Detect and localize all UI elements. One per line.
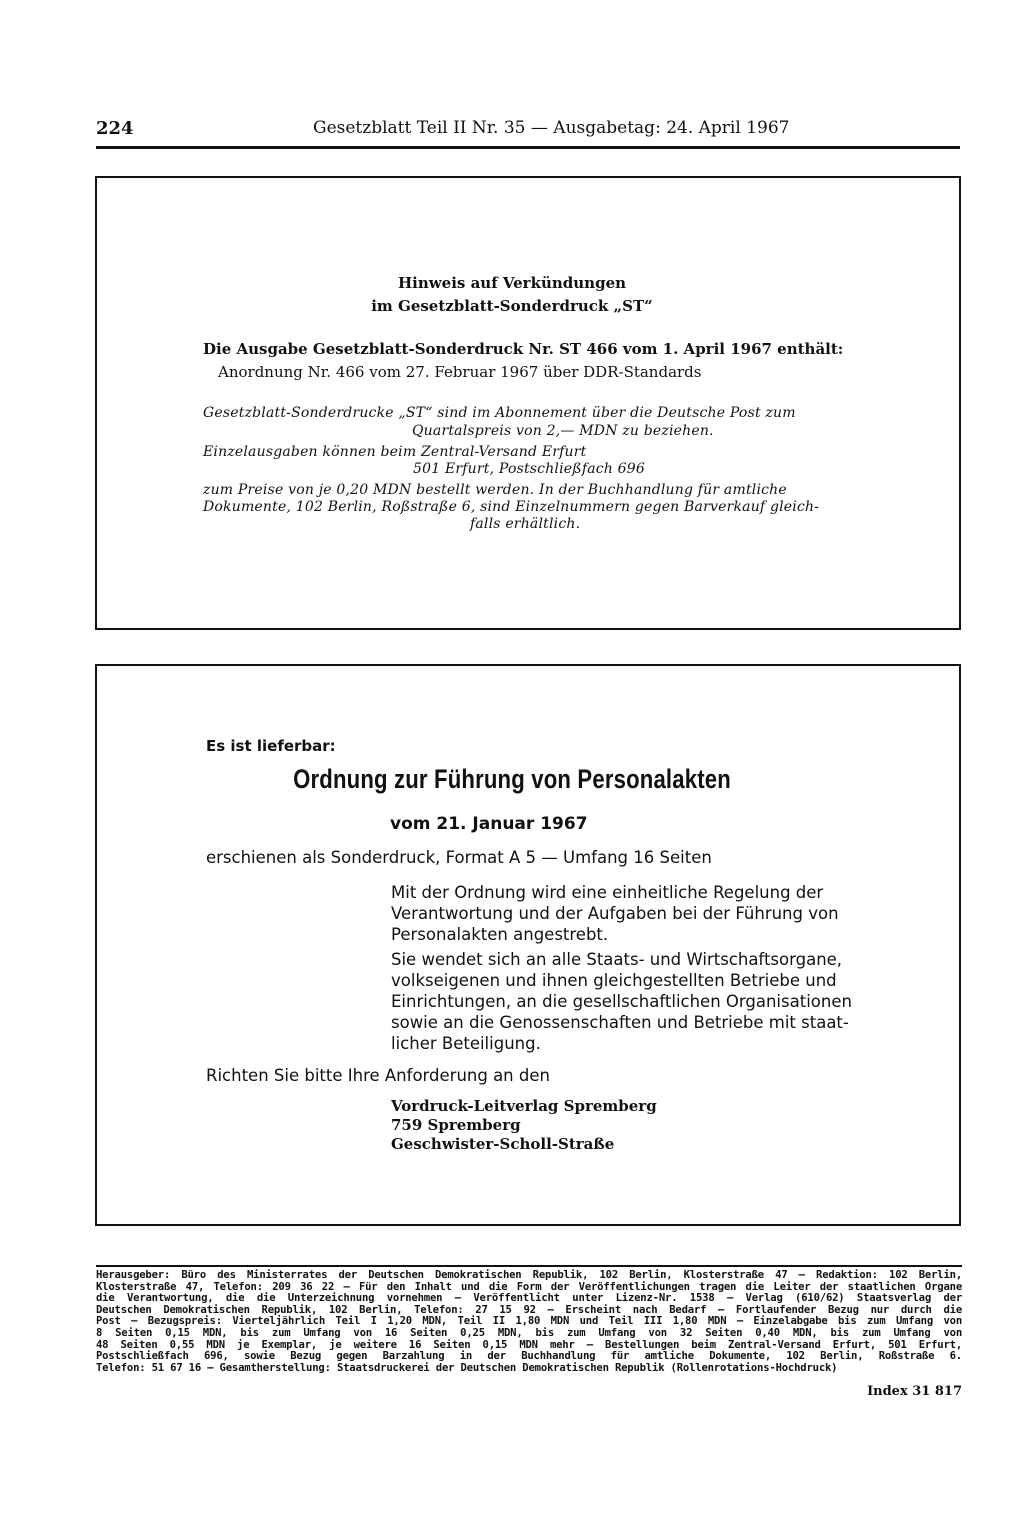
notice-subscription-line1: Gesetzblatt-Sonderdrucke „ST“ sind im Abonnement über die Deutsche Post zum (203, 405, 796, 421)
notice-subscription-line2: Quartalspreis von 2,— MDN zu beziehen. (412, 423, 714, 439)
notice-price-line3: falls erhältlich. (470, 516, 581, 532)
description-line: Verantwortung und der Aufgaben bei der Führung von (391, 904, 839, 923)
imprint-line: Herausgeber: Büro des Ministerrates der Deutschen Demokratischen Republik, 102 Berlin, Klosterstraße 47 — Redaktion: 102 Berlin, (96, 1269, 962, 1281)
advert-audience (391, 949, 853, 1054)
description-line: Personalakten angestrebt. (391, 925, 609, 944)
audience-line: sowie an die Genossenschaften und Betriebe mit staat- (391, 1013, 849, 1032)
imprint (96, 1270, 962, 1374)
notice-price-line2: Dokumente, 102 Berlin, Roßstraße 6, sind Einzelnummern gegen Barverkauf gleich- (203, 499, 820, 515)
imprint-line: Deutschen Demokratischen Republik, 102 Berlin, Telefon: 27 15 92 — Erscheint nach Bedarf — Fortlaufender Bezug nur durch die (96, 1303, 962, 1316)
advert-date-line: vom 21. Januar 1967 (390, 814, 588, 834)
footer-rule (96, 1265, 962, 1267)
notice-heading-line2: im Gesetzblatt-Sonderdruck „ST“ (371, 297, 653, 315)
notice-single-line1: Einzelausgaben können beim Zentral-Versand Erfurt (203, 444, 587, 460)
imprint-line: die Verantwortung, die die Unterzeichnung vornehmen — Veröffentlicht unter Lizenz-Nr. 1538 — Verlag (610/62) Staatsverlag der (96, 1292, 962, 1305)
description-line: Mit der Ordnung wird eine einheitliche Regelung der (391, 883, 824, 902)
imprint-line: 8 Seiten 0,15 MDN, bis zum Umfang von 16 Seiten 0,25 MDN, bis zum Umfang von 32 Seiten 0,40 MDN, bis zum Umfang von (96, 1326, 962, 1339)
advert-format-line: erschienen als Sonderdruck, Format A 5 — Umfang 16 Seiten (206, 848, 712, 867)
advert-title: Ordnung zur Führung von Personalakten (293, 764, 731, 794)
imprint-line: Postschließfach 696, sowie Bezug gegen Barzahlung in der Buchhandlung für amtliche Dokumente, 102 Berlin, Roßstraße 6. (96, 1350, 962, 1363)
publisher-name: Vordruck-Leitverlag Spremberg (391, 1097, 657, 1115)
audience-line: volkseigenen und ihnen gleichgestellten Betriebe und (391, 971, 837, 990)
notice-price-line1: zum Preise von je 0,20 MDN bestellt werden. In der Buchhandlung für amtliche (203, 482, 787, 498)
advert-available-label: Es ist lieferbar: (206, 737, 336, 755)
advert-order-line: Richten Sie bitte Ihre Anforderung an den (206, 1066, 550, 1085)
page-number: 224 (96, 118, 134, 139)
notice-heading-line1: Hinweis auf Verkündungen (397, 274, 627, 292)
notice-single-line2: 501 Erfurt, Postschließfach 696 (413, 461, 645, 477)
notice-box (95, 176, 961, 630)
imprint-line: Klosterstraße 47, Telefon: 209 36 22 — Für den Inhalt und die Form der Veröffentlichungen tragen die Leiter der staatlichen Organe (96, 1280, 962, 1293)
running-title: Gesetzblatt Teil II Nr. 35 — Ausgabetag: 24. April 1967 (313, 118, 790, 138)
publisher-city: 759 Spremberg (391, 1116, 521, 1134)
audience-line: licher Beteiligung. (391, 1034, 541, 1053)
imprint-line: 48 Seiten 0,55 MDN je Exemplar, je weitere 16 Seiten 0,15 MDN mehr — Bestellungen beim Zentral-Versand Erfurt, 501 Erfurt, (96, 1338, 962, 1351)
audience-line: Sie wendet sich an alle Staats- und Wirtschaftsorgane, (391, 950, 843, 969)
index-number: Index 31 817 (867, 1384, 962, 1399)
advert-description (391, 882, 853, 945)
notice-issue-line: Die Ausgabe Gesetzblatt-Sonderdruck Nr. ST 466 vom 1. April 1967 enthält: (203, 340, 844, 358)
imprint-line: Post — Bezugspreis: Vierteljährlich Teil I 1,20 MDN, Teil II 1,80 MDN und Teil III 1,80 MDN — Einzelabgabe bis zum Umfang von (96, 1315, 962, 1328)
header-rule (96, 146, 960, 149)
publisher-street: Geschwister-Scholl-Straße (391, 1135, 615, 1153)
notice-content-line: Anordnung Nr. 466 vom 27. Februar 1967 über DDR-Standards (218, 363, 702, 381)
audience-line: Einrichtungen, an die gesellschaftlichen Organisationen (391, 992, 852, 1011)
imprint-line: Telefon: 51 67 16 — Gesamtherstellung: Staatsdruckerei der Deutschen Demokratischen Republik (Rollenrotations-Hochdruck) (96, 1361, 838, 1374)
